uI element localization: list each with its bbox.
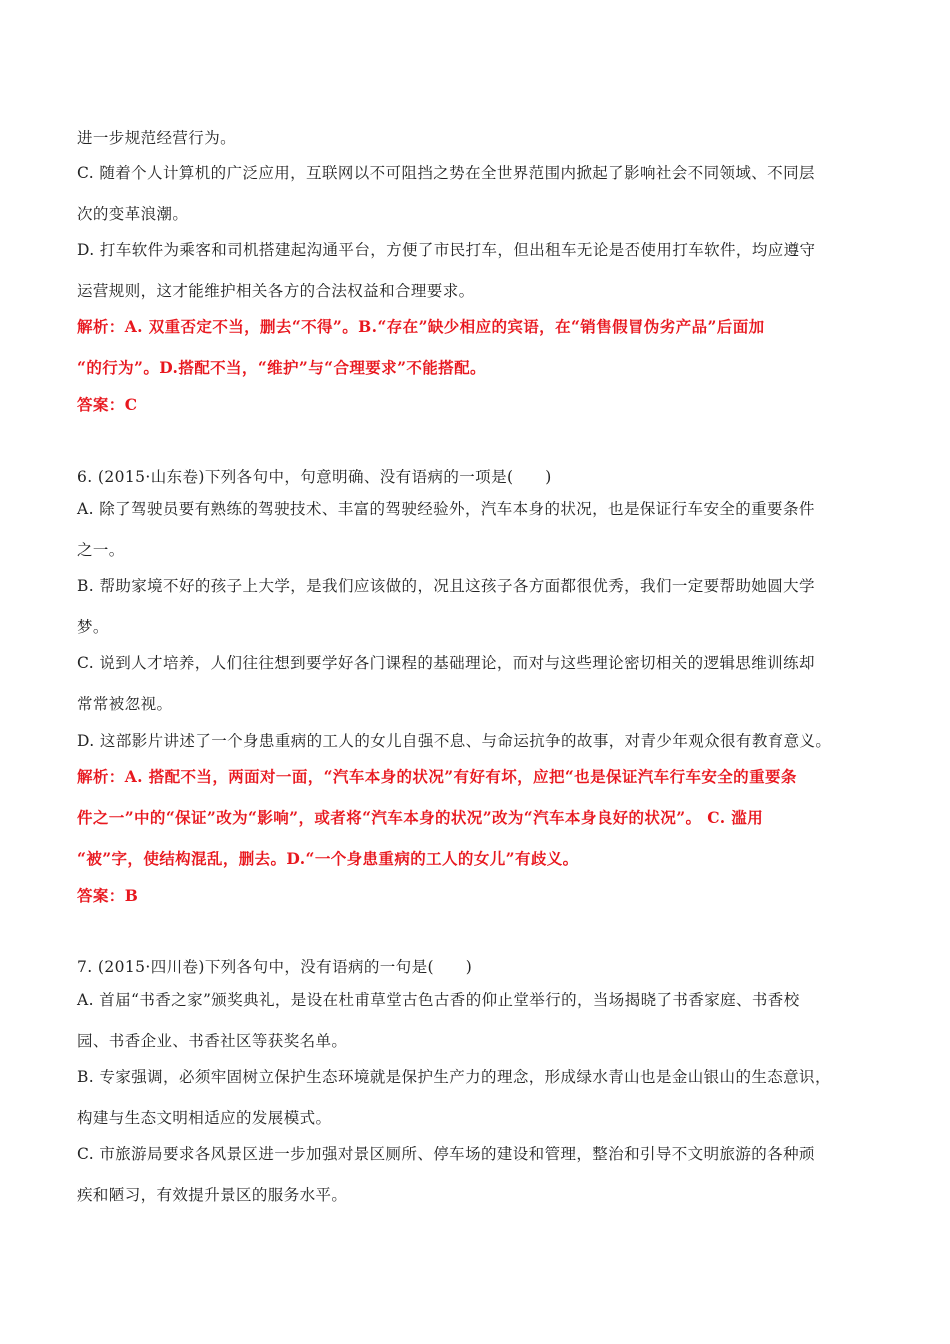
text-line: 之一。: [77, 541, 125, 559]
answer-text: 答案：B: [77, 886, 139, 905]
text-line: 次的变革浪潮。: [77, 205, 189, 223]
option-c-text: C. 说到人才培养，人们往往想到要学好各门课程的基础理论，而对与这些理论密切相关的逻辑思维训练却: [77, 654, 815, 672]
question-7-stem: 7. (2015·四川卷)下列各句中，没有语病的一句是( ): [77, 958, 473, 976]
option-c-text: C. 随着个人计算机的广泛应用，互联网以不可阻挡之势在全世界范围内掀起了影响社会不同领域、不同层: [77, 164, 815, 182]
text-line: 进一步规范经营行为。: [77, 129, 237, 147]
option-d-text: D. 打车软件为乘客和司机搭建起沟通平台，方便了市民打车，但出租车无论是否使用打车软件，均应遵守: [77, 241, 816, 259]
analysis-text: 解析：A. 搭配不当，两面对一面，“汽车本身的状况”有好有坏，应把“也是保证汽车行车安全的重要条: [77, 767, 797, 786]
text-line: 疾和陋习，有效提升景区的服务水平。: [77, 1186, 348, 1204]
option-c-text: C. 市旅游局要求各风景区进一步加强对景区厕所、停车场的建设和管理，整治和引导不文明旅游的各种顽: [77, 1145, 815, 1163]
option-d-text: D. 这部影片讲述了一个身患重病的工人的女儿自强不息、与命运抗争的故事，对青少年观众很有教育意义。: [77, 732, 832, 750]
option-a-text: A. 除了驾驶员要有熟练的驾驶技术、丰富的驾驶经验外，汽车本身的状况，也是保证行车安全的重要条件: [77, 500, 815, 518]
option-a-text: A. 首届“书香之家”颁奖典礼，是设在杜甫草堂古色古香的仰止堂举行的，当场揭晓了书香家庭、书香校: [77, 991, 800, 1009]
option-b-text: B. 帮助家境不好的孩子上大学，是我们应该做的，况且这孩子各方面都很优秀，我们一定要帮助她圆大学: [77, 577, 815, 595]
analysis-text: “被”字，使结构混乱，删去。D.“一个身患重病的工人的女儿”有歧义。: [77, 849, 579, 868]
question-6-stem: 6. (2015·山东卷)下列各句中，句意明确、没有语病的一项是( ): [77, 468, 552, 486]
answer-text: 答案：C: [77, 395, 138, 414]
option-b-text: B. 专家强调，必须牢固树立保护生态环境就是保护生产力的理念，形成绿水青山也是金山银山的生态意识，: [77, 1068, 831, 1086]
analysis-text: 解析：A. 双重否定不当，删去“不得”。B.“存在”缺少相应的宾语，在“销售假冒伪劣产品”后面加: [77, 317, 765, 336]
text-line: 运营规则，这才能维护相关各方的合法权益和合理要求。: [77, 282, 475, 300]
analysis-text: 件之一”中的“保证”改为“影响”，或者将“汽车本身的状况”改为“汽车本身良好的状况”。 C. 滥用: [77, 808, 764, 827]
text-line: 常常被忽视。: [77, 695, 173, 713]
text-line: 梦。: [77, 618, 109, 636]
text-line: 构建与生态文明相适应的发展模式。: [77, 1109, 332, 1127]
analysis-text: “的行为”。D.搭配不当，“维护”与“合理要求”不能搭配。: [77, 358, 486, 377]
text-line: 园、书香企业、书香社区等获奖名单。: [77, 1032, 348, 1050]
